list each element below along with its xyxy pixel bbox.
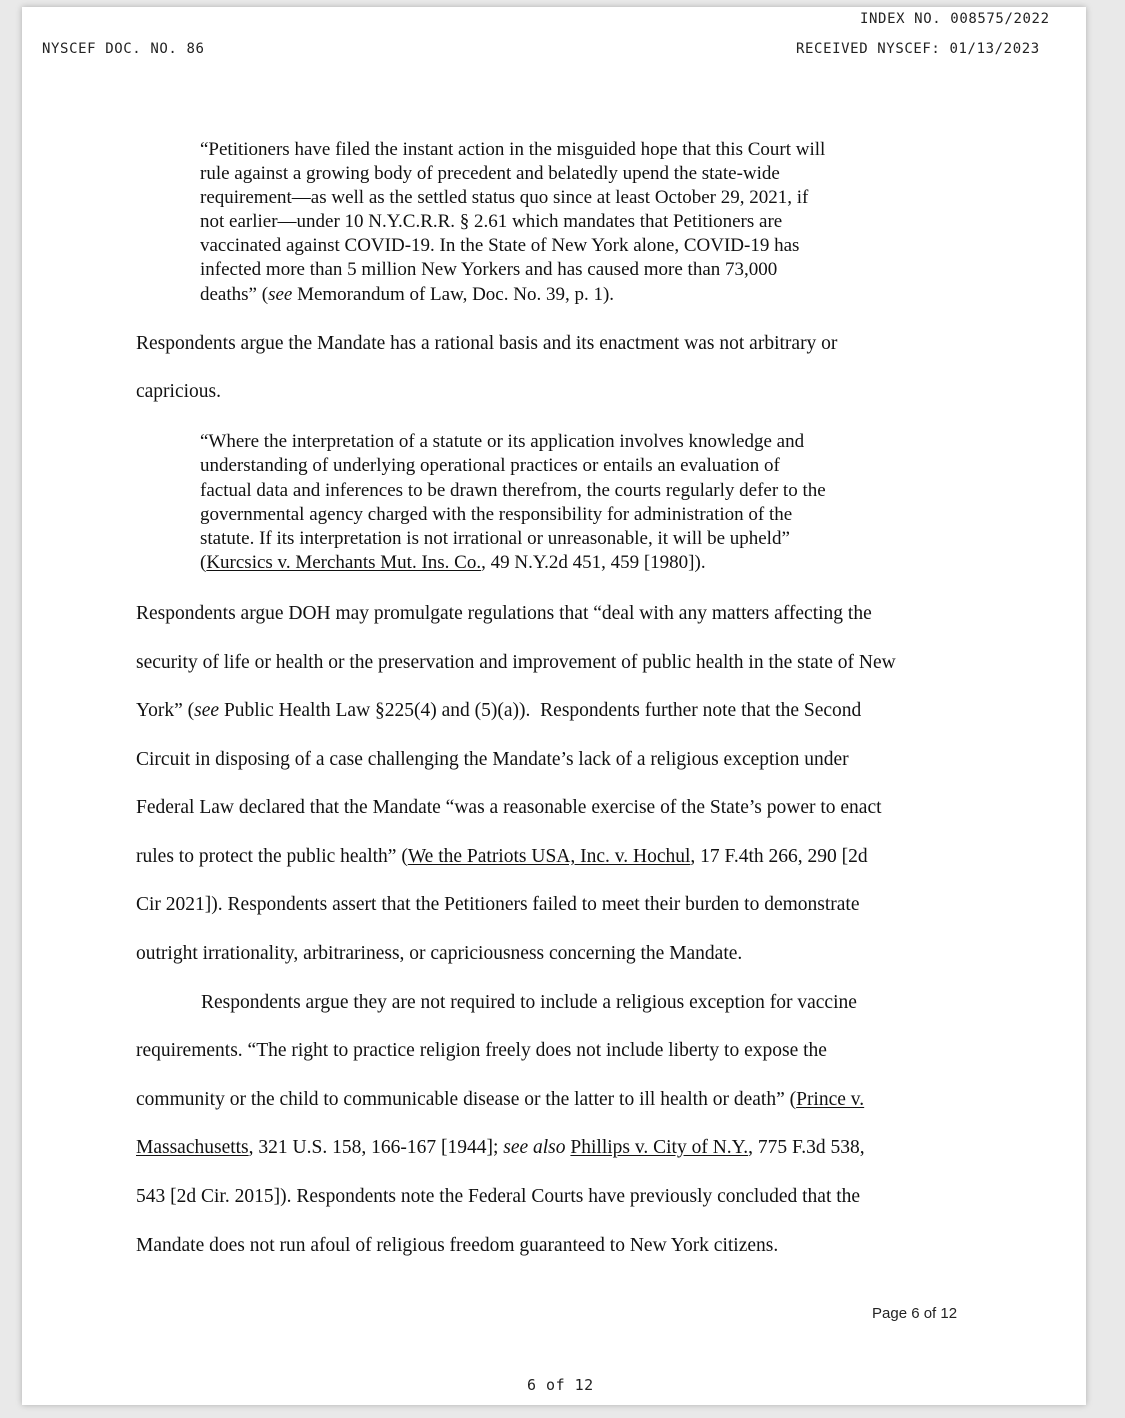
received-date: RECEIVED NYSCEF: 01/13/2023 bbox=[796, 41, 1040, 57]
body-line: capricious. bbox=[136, 381, 222, 402]
see-also-signal: see also bbox=[503, 1137, 566, 1158]
body-line: Respondents argue the Mandate has a rational basis and its enactment was not arbitrary or bbox=[136, 333, 838, 354]
case-citation: Kurcsics v. Merchants Mut. Ins. Co. bbox=[206, 552, 482, 573]
body-line: York” (see Public Health Law §225(4) and (5)(a)). Respondents further note that the Second bbox=[136, 700, 862, 721]
quote-line: not earlier—under 10 N.Y.C.R.R. § 2.61 which mandates that Petitioners are bbox=[200, 211, 783, 232]
case-citation: Prince v. bbox=[796, 1089, 865, 1110]
case-citation: We the Patriots USA, Inc. v. Hochul bbox=[407, 846, 691, 867]
quote-line: vaccinated against COVID-19. In the State of New York alone, COVID-19 has bbox=[200, 235, 800, 256]
page-label: Page 6 of 12 bbox=[872, 1305, 958, 1322]
body-line: Cir 2021]). Respondents assert that the Petitioners failed to meet their burden to demonstrate bbox=[136, 894, 860, 915]
quote-line: statute. If its interpretation is not irrational or unreasonable, it will be upheld” bbox=[200, 528, 790, 549]
document-page bbox=[22, 7, 1086, 1405]
body-line: Massachusetts, 321 U.S. 158, 166-167 [1944]; see also Phillips v. City of N.Y., 775 F.3d 538, bbox=[136, 1137, 865, 1158]
quote-line: “Petitioners have filed the instant action in the misguided hope that this Court will bbox=[200, 139, 826, 160]
quote-line: deaths” (see Memorandum of Law, Doc. No. 39, p. 1). bbox=[200, 284, 615, 305]
body-line: Circuit in disposing of a case challenging the Mandate’s lack of a religious exception under bbox=[136, 749, 849, 770]
quote-line: infected more than 5 million New Yorkers and has caused more than 73,000 bbox=[200, 259, 778, 280]
body-line: requirements. “The right to practice religion freely does not include liberty to expose the bbox=[136, 1040, 827, 1061]
body-line: Respondents argue they are not required to include a religious exception for vaccine bbox=[201, 992, 857, 1013]
quote-line: rule against a growing body of precedent and belatedly upend the state-wide bbox=[200, 163, 780, 184]
quote-line: understanding of underlying operational practices or entails an evaluation of bbox=[200, 455, 780, 476]
quote-line: factual data and inferences to be drawn therefrom, the courts regularly defer to the bbox=[200, 480, 826, 501]
body-line: community or the child to communicable disease or the latter to ill health or death” (Prince v. bbox=[136, 1089, 865, 1110]
body-line: Mandate does not run afoul of religious freedom guaranteed to New York citizens. bbox=[136, 1235, 779, 1256]
nyscef-doc-number: NYSCEF DOC. NO. 86 bbox=[42, 41, 205, 57]
quote-line: requirement—as well as the settled status quo since at least October 29, 2021, if bbox=[200, 187, 809, 208]
quote-line: “Where the interpretation of a statute or its application involves knowledge and bbox=[200, 431, 805, 452]
see-signal: see bbox=[194, 700, 220, 721]
body-line: 543 [2d Cir. 2015]). Respondents note the Federal Courts have previously concluded that the bbox=[136, 1186, 861, 1207]
body-line: outright irrationality, arbitrariness, or capriciousness concerning the Mandate. bbox=[136, 943, 743, 964]
body-line: Federal Law declared that the Mandate “was a reasonable exercise of the State’s power to enact bbox=[136, 797, 882, 818]
body-line: Respondents argue DOH may promulgate regulations that “deal with any matters affecting the bbox=[136, 603, 872, 624]
case-citation: Massachusetts bbox=[136, 1137, 249, 1158]
body-line: rules to protect the public health” (We the Patriots USA, Inc. v. Hochul, 17 F.4th 266, 290 [2d bbox=[136, 846, 868, 867]
index-number: INDEX NO. 008575/2022 bbox=[860, 11, 1050, 27]
page-footer: 6 of 12 bbox=[527, 1376, 594, 1394]
quote-line: (Kurcsics v. Merchants Mut. Ins. Co., 49 N.Y.2d 451, 459 [1980]). bbox=[200, 552, 706, 573]
quote-line: governmental agency charged with the responsibility for administration of the bbox=[200, 504, 793, 525]
body-line: security of life or health or the preservation and improvement of public health in the state of New bbox=[136, 652, 896, 673]
case-citation: Phillips v. City of N.Y. bbox=[570, 1137, 749, 1158]
see-signal: see bbox=[268, 284, 293, 305]
